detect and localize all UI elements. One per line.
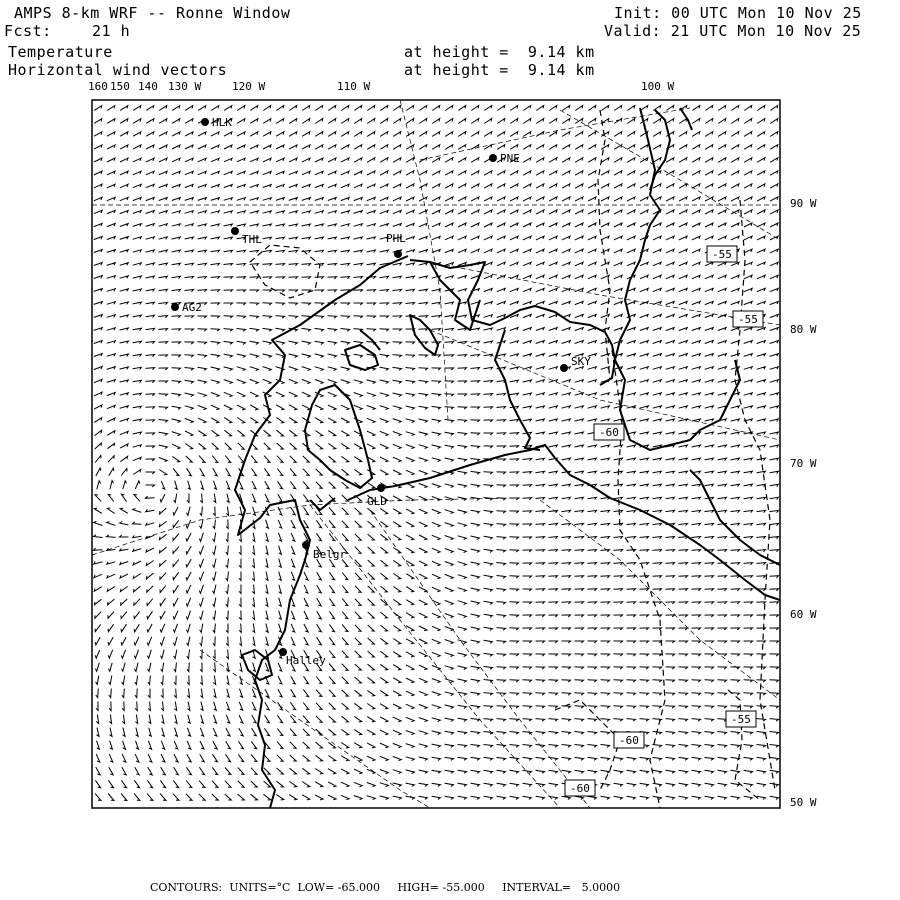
contour-label: -60 (619, 734, 639, 747)
wind-vector-field (94, 106, 779, 801)
station-label-belgr: Belgr (313, 548, 347, 561)
forecast-hour: 21 h (92, 22, 131, 40)
map-title: AMPS 8-km WRF -- Ronne Window (14, 4, 291, 22)
station-label-thl: THL (242, 233, 262, 246)
lat-label-50w: 50 W (790, 796, 817, 809)
station-marker-sky (560, 364, 568, 372)
lon-label-150: 150 (110, 80, 130, 93)
contour-label: -55 (712, 248, 732, 261)
contour-label: -60 (570, 782, 590, 795)
lon-label-160: 160 (88, 80, 108, 93)
init-time: Init: 00 UTC Mon 10 Nov 25 (614, 4, 862, 22)
lon-label-100w: 100 W (641, 80, 675, 93)
lat-label-90w: 90 W (790, 197, 817, 210)
lon-label-110w: 110 W (337, 80, 371, 93)
graticule (92, 100, 780, 808)
station-marker-gld (377, 484, 385, 492)
forecast-label: Fcst: (4, 22, 52, 40)
station-marker-ag2 (171, 303, 179, 311)
station-marker-phl (394, 250, 402, 258)
station-marker-belgr (302, 541, 310, 549)
station-marker-pne (489, 154, 497, 162)
contour-label: -55 (738, 313, 758, 326)
lon-label-120w: 120 W (232, 80, 266, 93)
field-name-temperature: Temperature (8, 43, 113, 61)
lon-label-130w: 130 W (168, 80, 202, 93)
lat-label-80w: 80 W (790, 323, 817, 336)
contour-label: -60 (599, 426, 619, 439)
station-label-hlk: HLK (212, 116, 232, 129)
lat-label-60w: 60 W (790, 608, 817, 621)
station-label-sky: SKY (571, 355, 591, 368)
field-name-wind: Horizontal wind vectors (8, 61, 228, 79)
station-label-halley: Halley (286, 654, 326, 667)
wind-vectors-path (94, 106, 779, 801)
station-label-pne: PNE (500, 152, 520, 165)
lon-label-140: 140 (138, 80, 158, 93)
valid-time: Valid: 21 UTC Mon 10 Nov 25 (604, 22, 862, 40)
height-label-2: at height = 9.14 km (404, 61, 595, 79)
station-marker-hlk (201, 118, 209, 126)
height-label-1: at height = 9.14 km (404, 43, 595, 61)
map-frame (92, 100, 780, 808)
station-label-phl: PHL (386, 232, 406, 245)
station-label-ag2: AG2 (182, 301, 202, 314)
station-label-gld: GLD (367, 495, 387, 508)
contour-label: -55 (731, 713, 751, 726)
lat-label-70w: 70 W (790, 457, 817, 470)
contour-info-footer: CONTOURS: UNITS=°C LOW= -65.000 HIGH= -55.000 INTERVAL= 5.0000 (150, 881, 621, 894)
station-marker-thl (231, 227, 239, 235)
